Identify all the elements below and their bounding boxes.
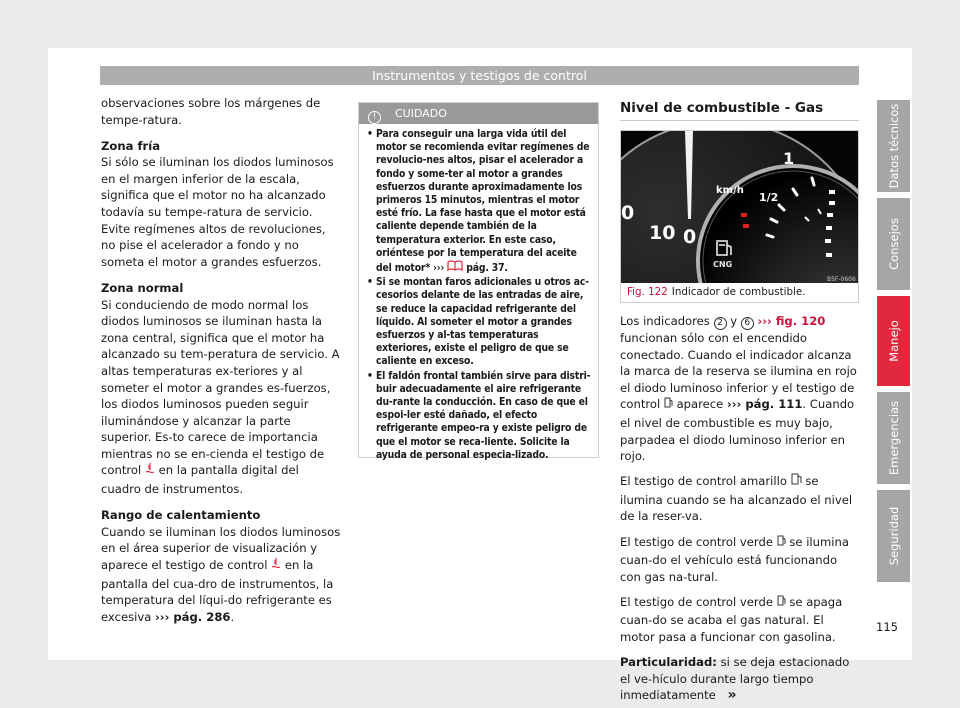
page-number: 115 [876,620,898,634]
tab-manejo[interactable] [877,296,910,386]
text: El testigo de control amarillo [620,474,787,489]
green-light-on-paragraph [620,534,860,586]
fuel-mark-full: 1 [783,149,795,168]
tab-emergencias[interactable] [877,392,910,484]
fuel-mark-half: 1/2 [759,191,779,204]
fuel-gauge-illustration [621,131,858,283]
heat-zone-paragraph [101,507,342,625]
coolant-warning-icon [145,463,155,481]
normal-zone-title: Zona normal [101,280,184,295]
figure-caption-text: Indicador de combustible. [671,286,806,298]
left-column [101,95,342,635]
caution-body [359,124,598,462]
tab-label: Seguridad [886,506,901,566]
continue-arrow: » [727,687,737,704]
gauge-unit: km/h [716,185,744,196]
caution-item-end: . [504,262,508,275]
tab-consejos[interactable] [877,198,910,290]
gauge-digit: 10 [649,222,676,244]
coolant-warning-icon [271,558,281,576]
fig-120-link[interactable]: ››› fig. 120 [757,314,826,328]
heat-zone-page-link[interactable]: ››› pág. 286 [155,609,231,624]
text: El testigo de control verde [620,534,773,549]
figure-caption [627,286,806,298]
text: se apaga cuan-do se acaba el gas natural. El motor pasa a funcionar con gasolina. [620,594,843,644]
tab-label: Emergencias [886,400,901,476]
text: se ilumina cuan-do el vehículo está funcionando con gas na-tural. [620,534,849,584]
fuel-pump-icon [664,397,673,415]
book-icon [447,260,463,275]
text: El testigo de control verde [620,594,773,609]
tab-label: Manejo [886,320,901,362]
page-header: Instrumentos y testigos de control [100,66,859,85]
tab-seguridad[interactable] [877,490,910,582]
text: Los indicadores [620,314,710,328]
info-circle-icon: ! [368,111,381,124]
tab-label: Consejos [886,218,901,270]
cng-icon [777,595,786,613]
figure-122 [620,130,859,303]
heat-zone-text: Cuando se iluminan los diodos luminosos en el área superior de visualización y aparece el testigo de control [101,524,341,572]
text: si se deja estacionado el ve-hículo durante largo tiempo inmediatamente [620,655,850,703]
tab-datos-tecnicos[interactable] [877,100,910,192]
caution-box [358,102,599,461]
heat-zone-text-mid: en la pantalla del cua-dro de instrumentos, la temperatura del líqui-do refrigerante es excesiva [101,557,334,624]
caution-item-text: Para conseguir una larga vida útil del motor se recomienda evitar regímenes de revolucio-nes altos, pisar el acelerador a fondo y some-ter al motor a grandes esfuerzos durante aproximadamente los primeros 15 minutos, mientras el motor esté frío. La fase hasta que el motor está caliente depende también de la temperatura exterior. En este caso, oriéntese por la temperatura del aceite del motor* [376,128,590,275]
section-title: Nivel de combustible - Gas [620,100,859,121]
figure-number: Fig. 122 [627,286,668,298]
cold-zone-text: Si sólo se iluminan los diodos luminosos en el margen inferior de la escala, significa que el motor no ha alcanzado todavía su tempe-ratura de servicio. Evite regímenes altos de revoluciones, no pise el acelerador a fondo y no someta el motor a grandes esfuerzos. [101,155,334,269]
particularity-label: Particularidad: [620,655,717,670]
normal-zone-text-end: en la pantalla digital del cuadro de instrumentos. [101,463,299,497]
green-light-off-paragraph [620,594,860,646]
fuel-reserve-icon [791,473,802,492]
heat-zone-end: . [230,609,235,624]
normal-zone-paragraph [101,280,342,498]
figure-code: B5F-0606 [827,276,856,283]
caution-label: CUIDADO [395,107,447,120]
tab-label: Datos técnicos [886,103,901,189]
caution-item [367,128,592,275]
gauge-digit: 0 [683,226,697,248]
heat-zone-title: Rango de calentamiento [101,508,261,523]
yellow-light-paragraph [620,473,860,525]
gauge-digit: 0 [621,202,635,224]
fuel-gauge-image [621,131,858,283]
cold-zone-paragraph [101,138,342,271]
caution-header [359,103,598,124]
cng-icon [777,535,786,553]
particularity-paragraph [620,654,860,704]
intro-text: observaciones sobre los márgenes de tempe-ratura. [101,96,321,127]
text: aparece [676,397,724,412]
normal-zone-text: Si conduciendo de modo normal los diodos luminosos se iluminan hasta la zona central, significa que el motor ha alcanzado su tem-peratura de servicio. A altas temperaturas ex-teriores y al someter el motor a grandes es-fuerzos, los diodos luminosos pueden seguir iluminándose y alcanzar la parte superior. Es-to carece de importancia mientras no se en-cienda el testigo de control [101,297,340,478]
cng-label: CNG [713,260,733,269]
text: y [730,314,738,328]
callout-6: 6 [741,317,754,330]
caution-item: • Si se montan faros adicionales u otros ac-cesorios delante de las entradas de aire, se reduce la capacidad refrigerante del líquido. Al someter el motor a grandes esfuerzos y al-tas temperaturas exteriores, existe el peligro de que se caliente en exceso. [367,276,592,368]
caution-ref-arrows: ››› [433,262,445,275]
callout-2: 2 [714,317,727,330]
caution-item: • El faldón frontal también sirve para distri-buir adecuadamente el aire refrigerante du-rante la conducción. En caso de que el espoi-ler esté dañado, el efecto refrigerante empeo-ra y existe peligro de que el motor se reca-liente. Solicite la ayuda de personal especia-lizado. [367,370,592,462]
text: funcionan sólo con el encendido conectado. Cuando el indicador alcanza la marca de la reserva se ilumina en rojo el diodo luminoso inferior y el testigo de control [620,331,857,412]
indicators-paragraph [620,313,860,465]
text: se ilumina cuando se ha alcanzado el nivel de la reser-va. [620,474,853,524]
page-111-link[interactable]: ››› pág. 111 [726,397,803,412]
text: . Cuando el nivel de combustible es muy bajo, parpadea el diodo luminoso inferior en rojo. [620,397,855,464]
caution-page-link[interactable]: pág. 37 [466,262,505,275]
right-column [620,313,860,708]
cold-zone-title: Zona fría [101,138,161,153]
